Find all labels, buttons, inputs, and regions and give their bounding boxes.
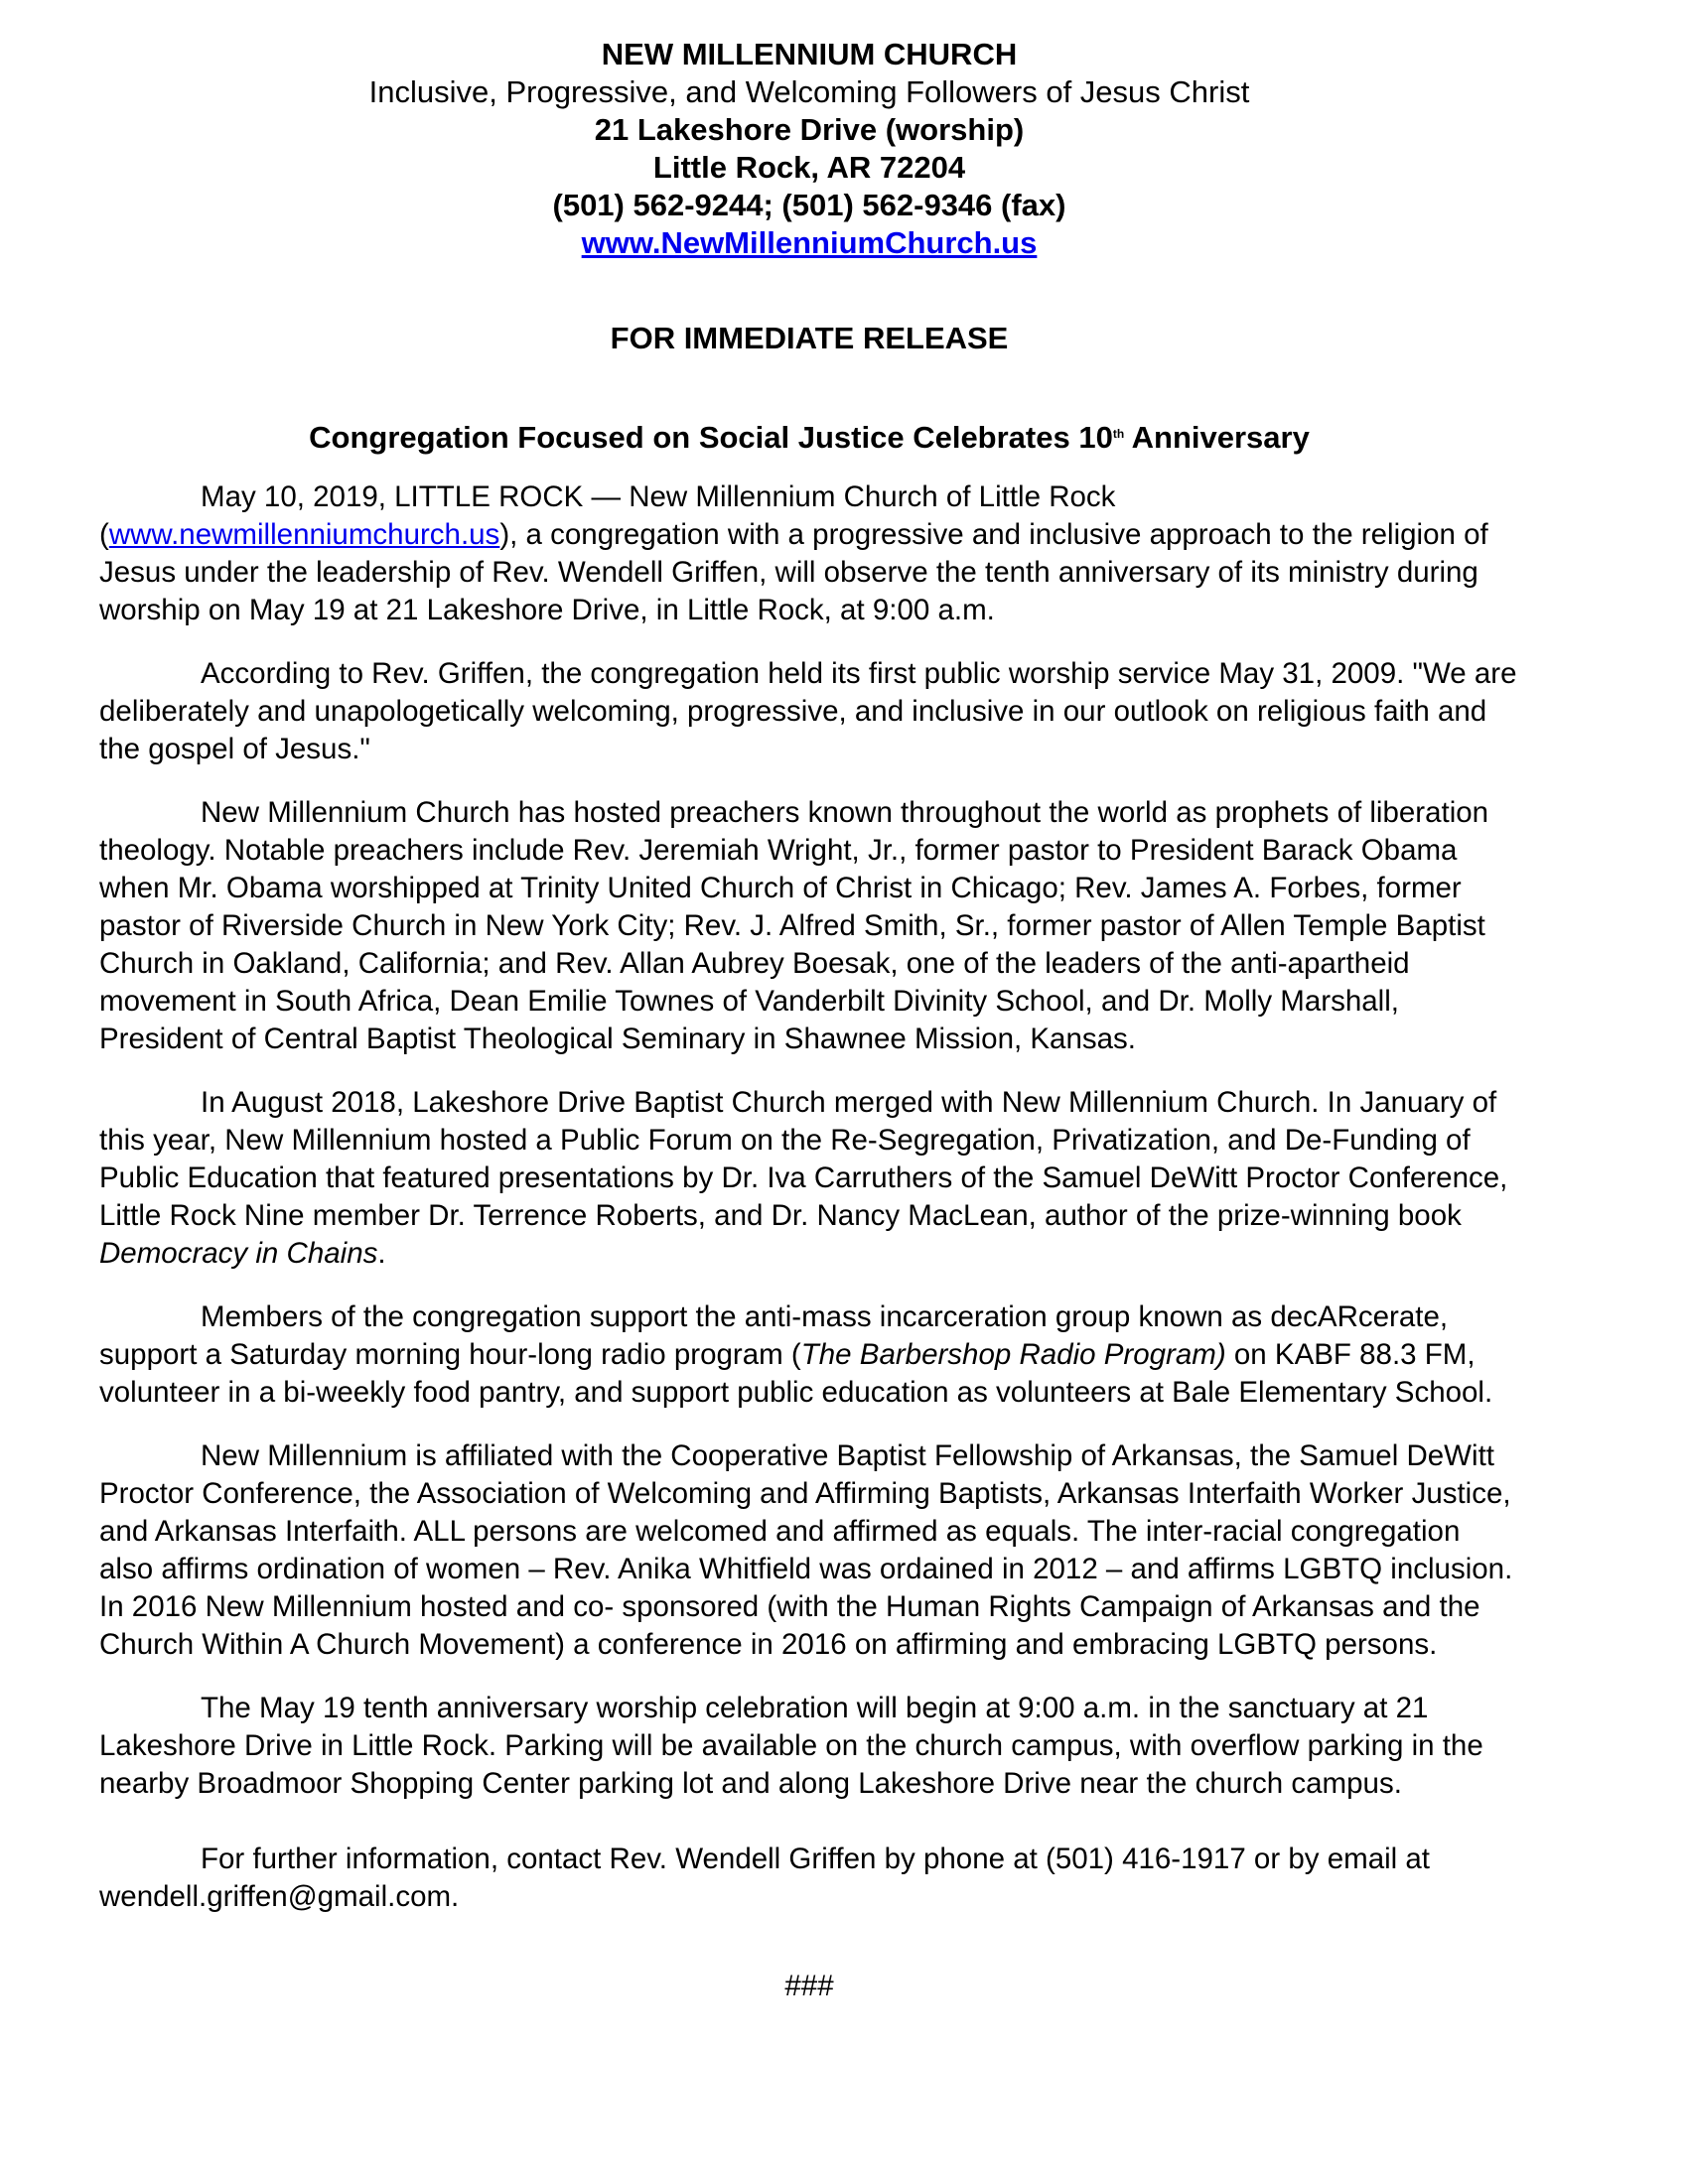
paragraph-community-text: Members of the congregation support the anti-mass incarceration group known as decARcerate, support a Saturday morning hour-long radio program ( bbox=[99, 1300, 1449, 1371]
release-label: FOR IMMEDIATE RELEASE bbox=[610, 321, 1009, 355]
church-tagline: Inclusive, Progressive, and Welcoming Followers of Jesus Christ bbox=[368, 74, 1250, 109]
paragraph-contact: For further information, contact Rev. Wendell Griffen by phone at (501) 416-1917 or by email at wendell.griffen@gmail.com. bbox=[99, 1843, 1431, 1913]
paragraph-first-service: According to Rev. Griffen, the congregation held its first public worship service May 31, 2009. "We are deliberately and unapologetically welcoming, progressive, and inclusive in our outlook on religious faith and the gospel of Jesus." bbox=[99, 657, 1517, 765]
paragraph-intro-text: May 10, 2019, LITTLE ROCK — New Millennium Church of Little Rock ( bbox=[99, 480, 1116, 551]
paragraph-celebration-details: The May 19 tenth anniversary worship celebration will begin at 9:00 a.m. in the sanctuary at 21 Lakeshore Drive in Little Rock. Parking will be available on the church campus, with overflow parking in the nearby Broadmoor Shopping Center parking lot and along Lakeshore Drive near the church campus. bbox=[99, 1692, 1483, 1800]
church-website-link[interactable]: www.NewMillenniumChurch.us bbox=[581, 225, 1038, 260]
paragraph-intro bbox=[99, 478, 1519, 629]
headline bbox=[99, 415, 1519, 457]
closing-mark: ### bbox=[784, 1970, 834, 2002]
headline-text: Congregation Focused on Social Justice Celebrates 10 bbox=[309, 420, 1113, 455]
church-city: Little Rock, AR 72204 bbox=[652, 150, 966, 185]
paragraph-merger-text: In August 2018, Lakeshore Drive Baptist Church merged with New Millennium Church. In January of this year, New Millennium hosted a Public Forum on the Re-Segregation, Privatization, and De-Funding of Public Education that featured presentations by Dr. Iva Carruthers of the Samuel DeWitt Proctor Conference, Little Rock Nine member Dr. Terrence Roberts, and Dr. Nancy MacLean, author of the prize-winning book bbox=[99, 1086, 1508, 1232]
press-release-page bbox=[99, 36, 1519, 2005]
paragraph-community-text-end: on KABF 88.3 FM, volunteer in a bi-weekly food pantry, and support public education as volunteers at Bale Elementary School. bbox=[99, 1338, 1493, 1409]
congregation-website-link[interactable]: www.newmillenniumchurch.us bbox=[108, 518, 500, 551]
radio-program-title: The Barbershop Radio Program) bbox=[800, 1338, 1226, 1371]
book-title: Democracy in Chains bbox=[99, 1237, 378, 1270]
paragraph-guest-preachers: New Millennium Church has hosted preachers known throughout the world as prophets of liberation theology. Notable preachers include Rev. Jeremiah Wright, Jr., former pastor to President Barack Obama when Mr. Obama worshipped at Trinity United Church of Christ in Chicago; Rev. James A. Forbes, former pastor of Riverside Church in New York City; Rev. J. Alfred Smith, Sr., former pastor of Allen Temple Baptist Church in Oakland, California; and Rev. Allan Aubrey Boesak, one of the leaders of the anti-apartheid movement in South Africa, Dean Emilie Townes of Vanderbilt Divinity School, and Dr. Molly Marshall, President of Central Baptist Theological Seminary in Shawnee Mission, Kansas. bbox=[99, 796, 1489, 1055]
paragraph-intro-text-end: ), a congregation with a progressive and inclusive approach to the religion of Jesus under the leadership of Rev. Wendell Griffen, will observe the tenth anniversary of its ministry during worship on May 19 at 21 Lakeshore Drive, in Little Rock, at 9:00 a.m. bbox=[99, 518, 1488, 626]
paragraph-merger-text-end: . bbox=[377, 1237, 386, 1270]
church-phone: (501) 562-9244; (501) 562-9346 (fax) bbox=[552, 188, 1066, 222]
church-address: 21 Lakeshore Drive (worship) bbox=[594, 112, 1025, 147]
headline-ordinal: th bbox=[1112, 427, 1125, 441]
paragraph-community-support bbox=[99, 1298, 1519, 1412]
church-name: NEW MILLENNIUM CHURCH bbox=[601, 37, 1018, 71]
paragraph-affiliations: New Millennium is affiliated with the Cooperative Baptist Fellowship of Arkansas, the Samuel DeWitt Proctor Conference, the Association of Welcoming and Affirming Baptists, Arkansas Interfaith Worker Justice, and Arkansas Interfaith. ALL persons are welcomed and affirmed as equals. The inter-racial congregation also affirms ordination of women – Rev. Anika Whitfield was ordained in 2012 – and affirms LGBTQ inclusion. In 2016 New Millennium hosted and co- sponsored (with the Human Rights Campaign of Arkansas and the Church Within A Church Movement) a conference in 2016 on affirming and embracing LGBTQ persons. bbox=[99, 1439, 1513, 1661]
headline-text-end: Anniversary bbox=[1124, 420, 1310, 455]
letterhead bbox=[99, 36, 1519, 262]
paragraph-merger-forum bbox=[99, 1084, 1519, 1273]
